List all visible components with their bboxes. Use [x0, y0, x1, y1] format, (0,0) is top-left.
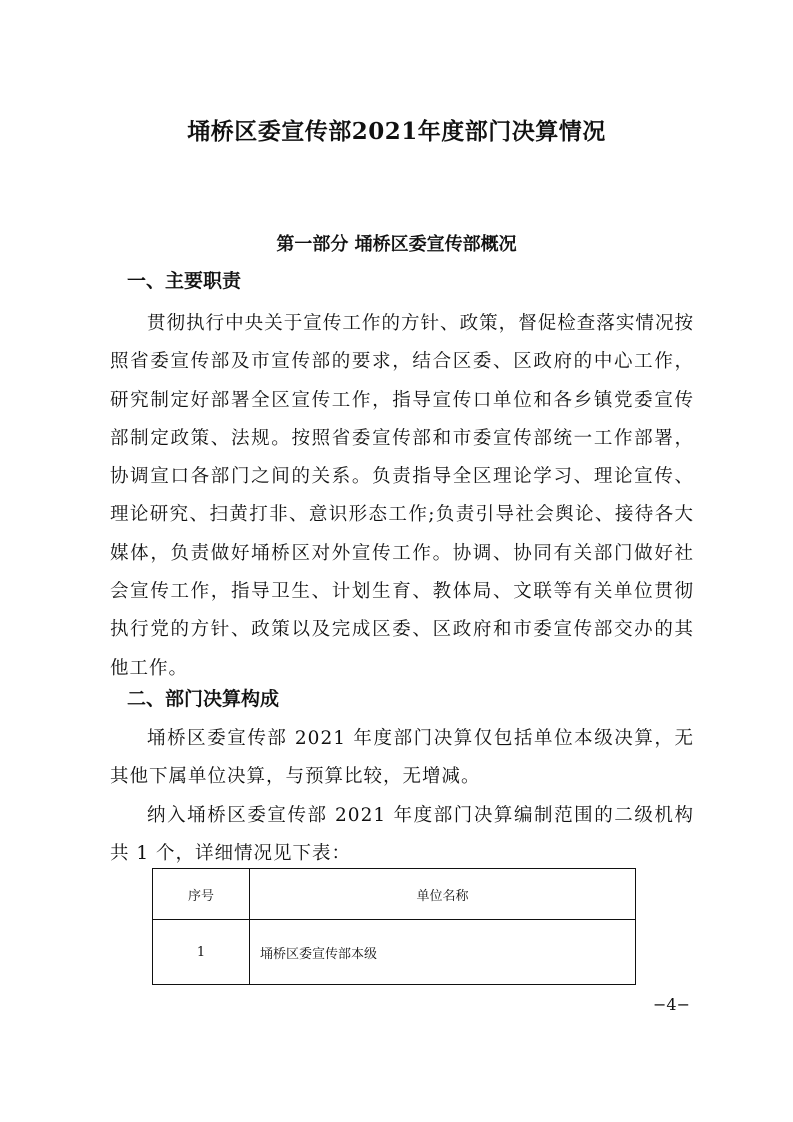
section-heading-main-duties: 一、主要职责: [127, 270, 242, 292]
paragraph-main-duties: 贯彻执行中央关于宣传工作的方针、政策，督促检查落实情况按照省委宣传部及市宣传部的要求，结合区委、区政府的中心工作，研究制定好部署全区宣传工作，指导宣传口单位和各乡镇党委宣传部制定政策、法规。按照省委宣传部和市委宣传部统一工作部署，协调宣口各部门之间的关系。负责指导全区理论学习、理论宣传、理论研究、扫黄打非、意识形态工作;负责引导社会舆论、接待各大媒体，负责做好埇桥区对外宣传工作。协调、协同有关部门做好社会宣传工作，指导卫生、计划生育、教体局、文联等有关单位贯彻执行党的方针、政策以及完成区委、区政府和市委宣传部交办的其他工作。: [110, 313, 694, 679]
table-cell-unit-name: 埇桥区委宣传部本级: [250, 920, 636, 985]
paragraph-secondary-units: 纳入埇桥区委宣传部 2021 年度部门决算编制范围的二级机构共 1 个，详细情况见下表：: [110, 805, 694, 865]
units-table: [152, 868, 636, 985]
table-header-row: [153, 869, 636, 920]
table-header-serial: 序号: [153, 869, 250, 920]
table-row: [153, 920, 636, 985]
part-title: 第一部分 埇桥区委宣传部概况: [276, 234, 517, 255]
document-title: 埇桥区委宣传部2021年度部门决算情况: [187, 118, 606, 145]
paragraph-budget-scope: 埇桥区委宣传部 2021 年度部门决算仅包括单位本级决算，无其他下属单位决算，与预算比较，无增减。: [110, 728, 694, 788]
page-number: −4−: [653, 995, 690, 1014]
table-header-unit-name: 单位名称: [250, 869, 636, 920]
table-cell-serial: 1: [153, 920, 250, 985]
section-heading-budget-composition: 二、部门决算构成: [127, 688, 280, 710]
